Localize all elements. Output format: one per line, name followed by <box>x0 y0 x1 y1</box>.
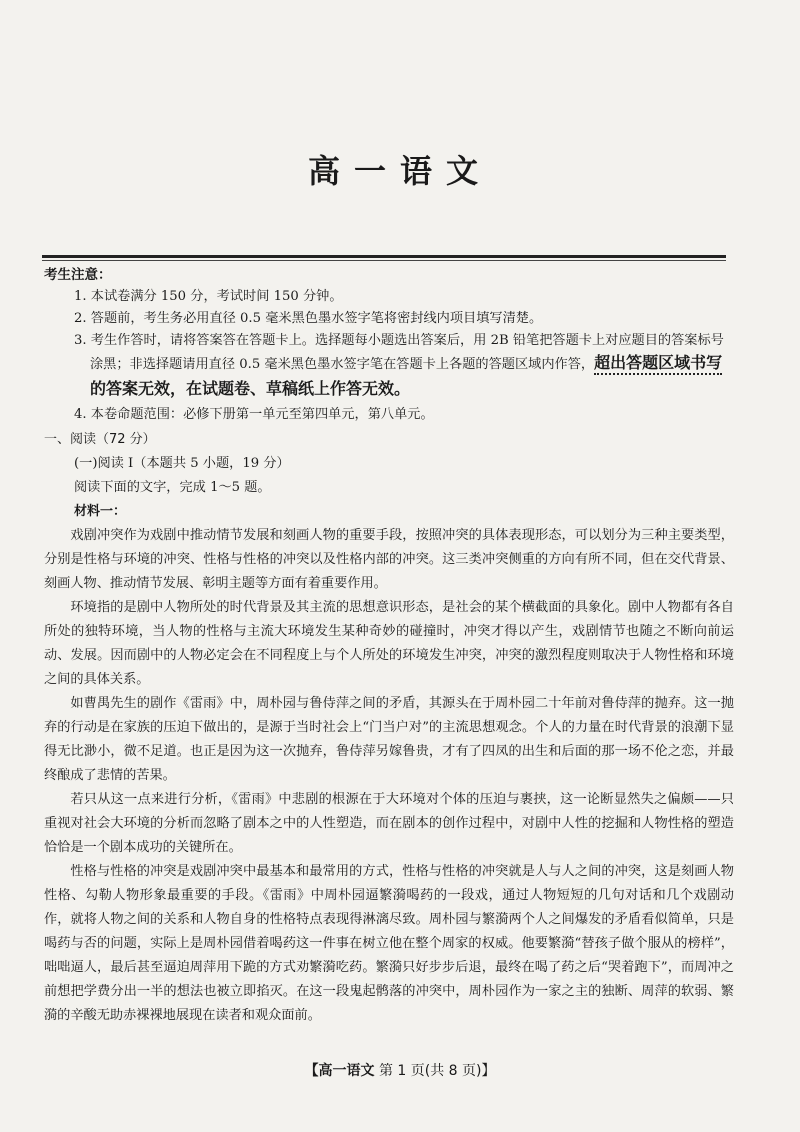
paragraph: 如曹禺先生的剧作《雷雨》中，周朴园与鲁侍萍之间的矛盾，其源头在于周朴园二十年前对鲁侍萍的抛弃。这一抛弃的行动是在家族的压迫下做出的，是源于当时社会上“门当户对”的主流思想观念。个人的力量在时代背景的浪潮下显得无比渺小，微不足道。也正是因为这一次抛弃，鲁侍萍另嫁鲁贵，才有了四凤的出生和后面的那一场不伦之恋，并最终酿成了悲情的苦果。 <box>44 696 734 783</box>
notice-item-3-line1: 3. 考生作答时，请将答案答在答题卡上。选择题每小题选出答案后，用 2B 铅笔把答题卡上对应题目的答案标号 <box>74 333 724 348</box>
notice-item-2: 2. 答题前，考生务必用直径 0.5 毫米黑色墨水签字笔将密封线内项目填写清楚。 <box>74 311 543 326</box>
notice-heading: 考生注意： <box>44 267 112 283</box>
notice-item-3-emphasis-2: 的答案无效，在试题卷、草稿纸上作答无效。 <box>90 379 411 398</box>
page-title: 高一语文 <box>307 152 492 190</box>
header-rule-thin <box>42 260 726 261</box>
footer-page-number: 第 1 页(共 8 页)】 <box>378 1063 496 1079</box>
notice-item-4: 4. 本卷命题范围：必修下册第一单元至第四单元，第八单元。 <box>74 407 434 422</box>
section-heading: 一、阅读（72 分） <box>44 432 156 447</box>
notice-item-1: 1. 本试卷满分 150 分，考试时间 150 分钟。 <box>74 289 343 304</box>
instruction-text: 阅读下面的文字，完成 1～5 题。 <box>74 480 271 495</box>
notice-item-3-emphasis-1: 超出答题区域书写 <box>594 353 722 375</box>
paragraph: 戏剧冲突作为戏剧中推动情节发展和刻画人物的重要手段，按照冲突的具体表现形态，可以划分为三种主要类型，分别是性格与环境的冲突、性格与性格的冲突以及性格内部的冲突。这三类冲突侧重的方向有所不同，但在交代背景、刻画人物、推动情节发展、彰明主题等方面有着重要作用。 <box>44 528 734 591</box>
subsection-heading: (一)阅读 Ⅰ（本题共 5 小题，19 分） <box>74 456 290 471</box>
notice-item-3-text: 涂黑；非选择题请用直径 0.5 毫米黑色墨水签字笔在答题卡上各题的答题区域内作答， <box>90 357 595 372</box>
page-footer <box>0 1060 800 1080</box>
notice-item-3-line3 <box>44 376 734 404</box>
header-rule-thick <box>42 255 726 258</box>
paragraph: 性格与性格的冲突是戏剧冲突中最基本和最常用的方式，性格与性格的冲突就是人与人之间的冲突，这是刻画人物性格、勾勒人物形象最重要的手段。《雷雨》中周朴园逼繁漪喝药的一段戏，通过人物短短的几句对话和几个戏剧动作，就将人物之间的关系和人物自身的性格特点表现得淋漓尽致。周朴园与繁漪两个人之间爆发的矛盾看似简单，只是喝药与否的问题，实际上是周朴园借着喝药这一件事在树立他在整个周家的权威。他要繁漪“替孩子做个服从的榜样”，咄咄逼人，最后甚至逼迫周萍用下跪的方式劝繁漪吃药。繁漪只好步步后退，最终在喝了药之后“哭着跑下”，而周冲之前想把学费分出一半的想法也被立即掐灭。在这一段鬼起鹘落的冲突中，周朴园作为一家之主的独断、周萍的软弱、繁漪的辛酸无助赤裸裸地展现在读者和观众面前。 <box>44 864 734 1023</box>
paragraph: 环境指的是剧中人物所处的时代背景及其主流的思想意识形态，是社会的某个横截面的具象化。剧中人物都有各自所处的独特环境，当人物的性格与主流大环境发生某种奇妙的碰撞时，冲突才得以产生，戏剧情节也随之不断向前运动、发展。因而剧中的人物必定会在不同程度上与个人所处的环境发生冲突，冲突的激烈程度则取决于人物性格和环境之间的具体关系。 <box>44 600 734 687</box>
reading-section <box>44 428 734 1028</box>
footer-subject: 【高一语文 <box>304 1063 375 1079</box>
paragraph: 若只从这一点来进行分析，《雷雨》中悲剧的根源在于大环境对个体的压迫与裹挟，这一论断显然失之偏颇——只重视对社会大环境的分析而忽略了剧本之中的人性塑造，而在剧本的创作过程中，对剧中人性的挖掘和人物性格的塑造恰恰是一个剧本成功的关键所在。 <box>44 792 734 855</box>
material-label: 材料一： <box>74 504 127 519</box>
exam-notice <box>44 264 734 426</box>
notice-item-3-line2 <box>44 352 734 376</box>
